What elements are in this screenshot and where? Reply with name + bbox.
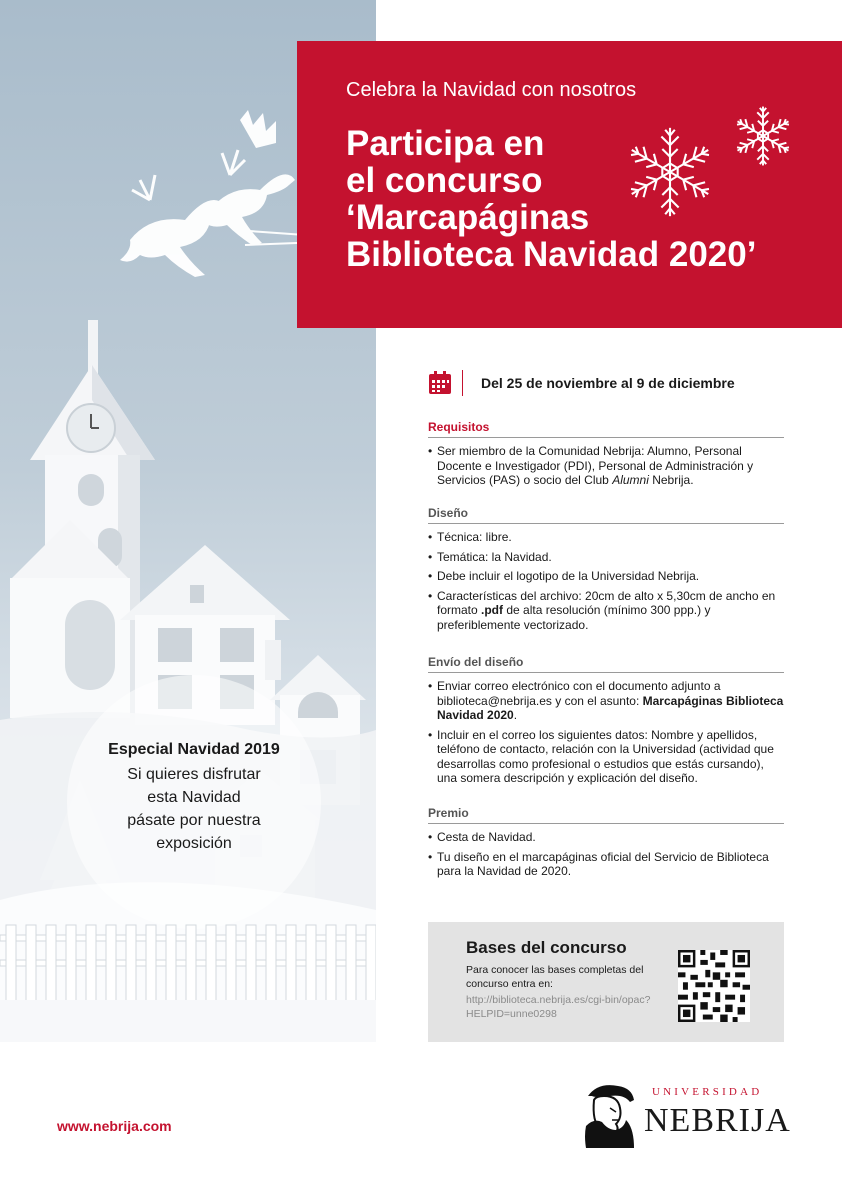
especial-line: Si quieres disfrutar — [127, 766, 261, 783]
section-envio — [428, 655, 784, 791]
nebrija-portrait-icon — [580, 1078, 638, 1148]
title-line: Participa en — [346, 124, 545, 163]
header-banner — [297, 41, 842, 328]
section-premio — [428, 806, 784, 884]
header-kicker: Celebra la Navidad con nosotros — [346, 79, 637, 101]
website-link[interactable]: www.nebrija.com — [57, 1118, 172, 1134]
snowflake-icon — [622, 119, 718, 225]
logo-university-text: UNIVERSIDAD — [652, 1086, 763, 1098]
especial-line: esta Navidad — [147, 789, 241, 806]
title-line: ‘Marcapáginas — [346, 198, 590, 237]
calendar-icon — [428, 371, 452, 395]
bases-description: Para conocer las bases completas del concurso entra en: — [466, 964, 644, 990]
church-building — [10, 320, 155, 718]
bases-title: Bases del concurso — [466, 938, 627, 957]
section-title: Diseño — [428, 506, 784, 524]
snowflake-icon — [731, 103, 795, 169]
list-item: • Técnica: libre. — [428, 530, 784, 545]
bases-box — [428, 922, 784, 1042]
especial-body — [66, 763, 322, 855]
list-item: • Ser miembro de la Comunidad Nebrija: Alumno, Personal Docente e Investigador (PDI), Personal de Administración y Servicios (PAS) o socio del Club Alumni Nebrija. — [428, 444, 784, 488]
section-diseno — [428, 506, 784, 637]
title-line: Biblioteca Navidad 2020’ — [346, 235, 757, 274]
section-requisitos — [428, 420, 784, 493]
especial-title: Especial Navidad 2019 — [108, 741, 280, 758]
section-title: Envío del diseño — [428, 655, 784, 673]
list-item: • Temática: la Navidad. — [428, 550, 784, 565]
list-item: • Incluir en el correo los siguientes datos: Nombre y apellidos, teléfono de contacto, relación con la Universidad (actividad que desarrollas como profesional o estudios que estás cursando), una somera descripción y explicación del diseño. — [428, 728, 784, 786]
premio-list — [428, 830, 784, 879]
diseno-list — [428, 530, 784, 632]
especial-navidad-callout — [66, 741, 322, 855]
requisitos-list — [428, 444, 784, 488]
envio-list — [428, 679, 784, 786]
list-item: • Enviar correo electrónico con el documento adjunto a biblioteca@nebrija.es y con el asunto: Marcapáginas Biblioteca Navidad 2020. — [428, 679, 784, 723]
list-item: • Características del archivo: 20cm de alto x 5,30cm de ancho en formato .pdf de alta resolución (mínimo 300 ppp.) y preferiblemente vectorizado. — [428, 589, 784, 633]
qr-code-icon[interactable] — [678, 950, 750, 1022]
list-item: • Debe incluir el logotipo de la Universidad Nebrija. — [428, 569, 784, 584]
list-item: • Tu diseño en el marcapáginas oficial del Servicio de Biblioteca para la Navidad de 2020. — [428, 850, 784, 879]
bases-link[interactable]: http://biblioteca.nebrija.es/cgi-bin/opac?HELPID=unne0298 — [466, 994, 651, 1020]
especial-line: pásate por nuestra — [127, 812, 261, 829]
universidad-nebrija-logo — [580, 1078, 790, 1148]
section-title: Premio — [428, 806, 784, 824]
contest-dates: Del 25 de noviembre al 9 de diciembre — [481, 375, 735, 391]
date-row — [428, 368, 735, 398]
list-item: • Cesta de Navidad. — [428, 830, 784, 845]
logo-name: NEBRIJA — [644, 1102, 791, 1139]
title-line: el concurso — [346, 161, 543, 200]
section-title: Requisitos — [428, 420, 784, 438]
especial-line: exposición — [156, 835, 232, 852]
divider — [462, 370, 463, 396]
